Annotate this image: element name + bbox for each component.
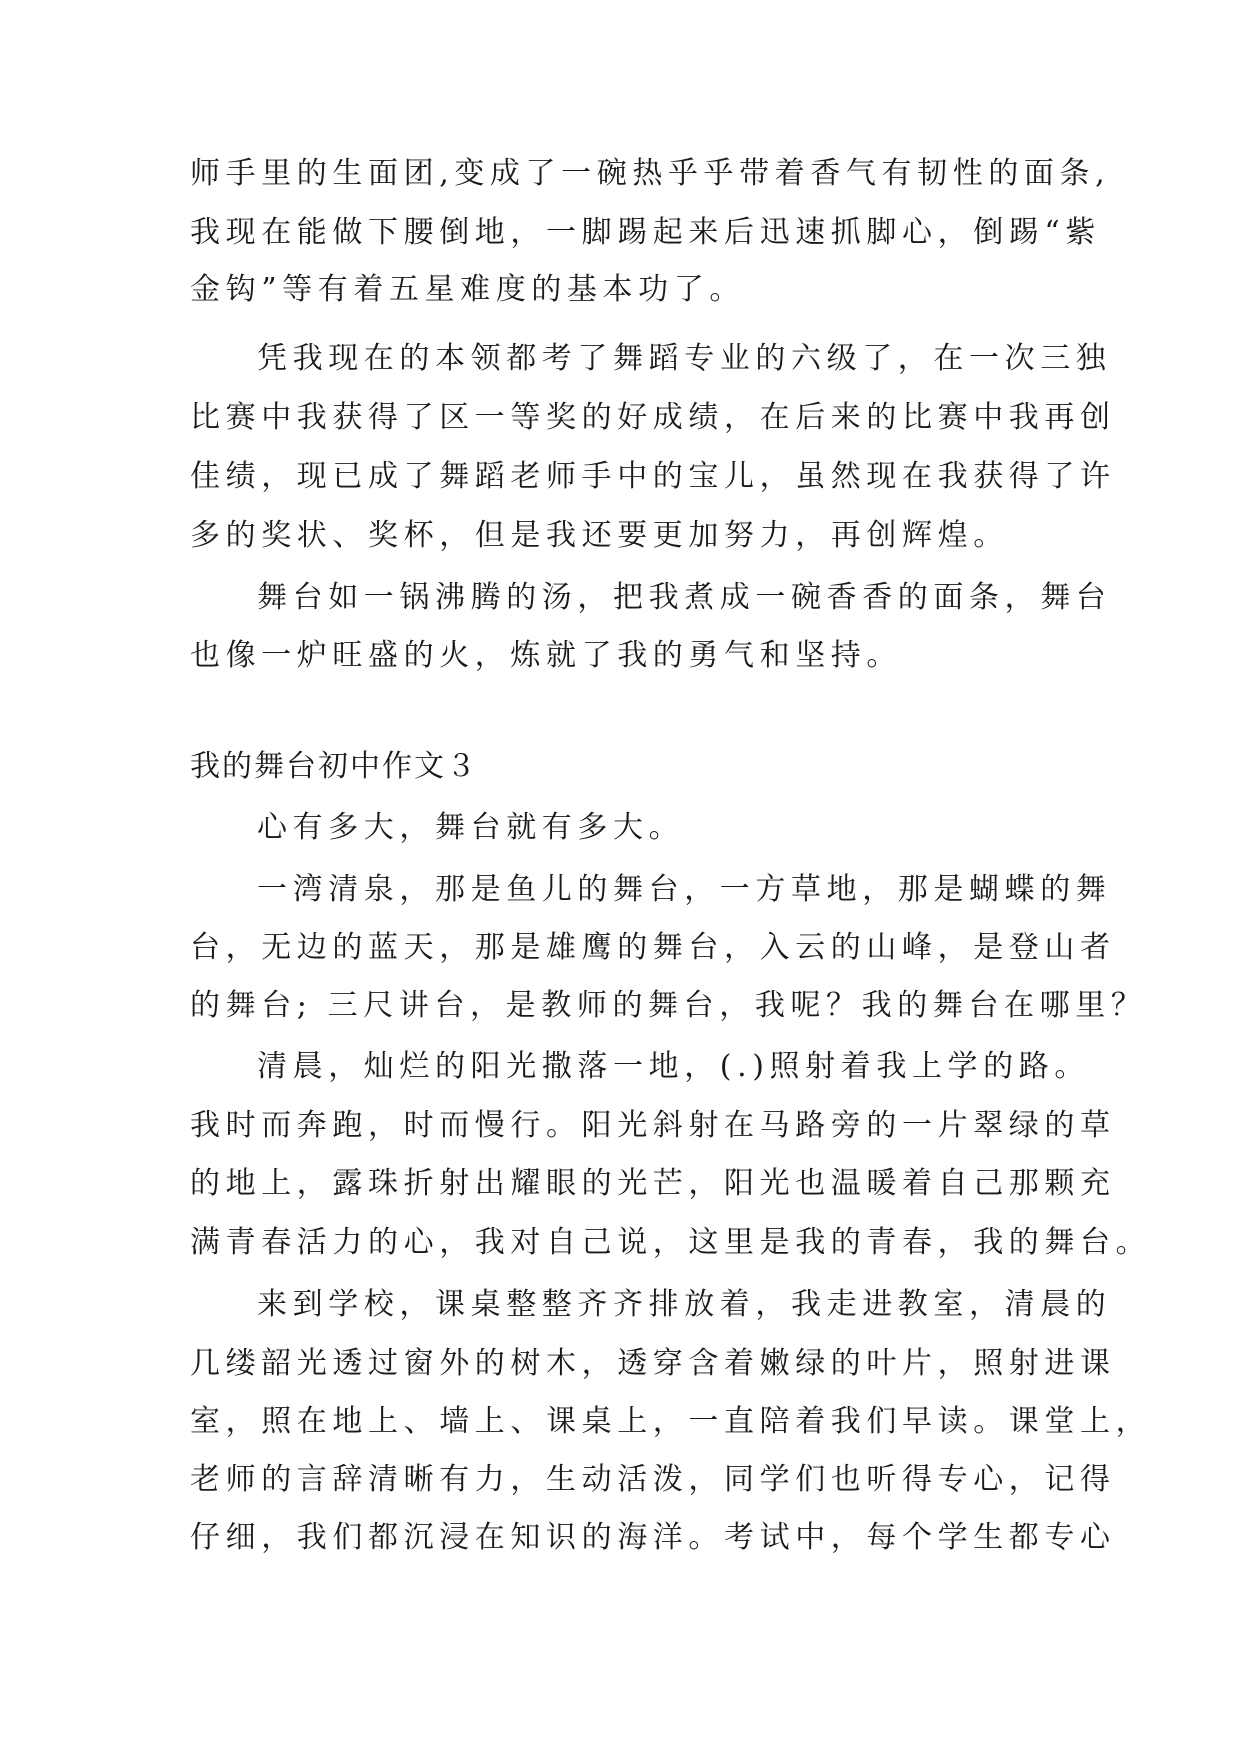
text-line: 满青春活力的心，我对自己说，这里是我的青春，我的舞台。	[190, 1225, 1152, 1260]
text-line: 比赛中我获得了区一等奖的好成绩，在后来的比赛中我再创	[190, 400, 1116, 435]
paragraph-first-line: 清晨，灿烂的阳光撒落一地，(.)照射着我上学的路。	[257, 1049, 1090, 1084]
text-line: 金钩”等有着五星难度的基本功了。	[190, 272, 745, 307]
text-line: 的地上，露珠折射出耀眼的光芒，阳光也温暖着自己那颗充	[190, 1166, 1116, 1201]
paragraph-first-line: 舞台如一锅沸腾的汤，把我煮成一碗香香的面条，舞台	[257, 580, 1112, 615]
paragraph-first-line: 一湾清泉，那是鱼儿的舞台，一方草地，那是蝴蝶的舞	[257, 872, 1112, 907]
text-line: 也像一炉旺盛的火，炼就了我的勇气和坚持。	[190, 638, 902, 673]
text-line: 佳绩，现已成了舞蹈老师手中的宝儿，虽然现在我获得了许	[190, 459, 1116, 494]
text-line: 老师的言辞清晰有力，生动活泼，同学们也听得专心，记得	[190, 1462, 1116, 1497]
paragraph-first-line: 凭我现在的本领都考了舞蹈专业的六级了，在一次三独	[257, 341, 1112, 376]
text-line: 台，无边的蓝天，那是雄鹰的舞台，入云的山峰，是登山者	[190, 930, 1116, 965]
paragraph-first-line: 来到学校，课桌整整齐齐排放着，我走进教室，清晨的	[257, 1287, 1112, 1322]
text-line: 我时而奔跑，时而慢行。阳光斜射在马路旁的一片翠绿的草	[190, 1108, 1116, 1143]
text-line: 仔细，我们都沉浸在知识的海洋。考试中，每个学生都专心	[190, 1520, 1116, 1555]
text-line: 室，照在地上、墙上、课桌上，一直陪着我们早读。课堂上，	[190, 1404, 1152, 1439]
paragraph-first-line: 心有多大，舞台就有多大。	[257, 810, 685, 845]
text-line: 我现在能做下腰倒地，一脚踢起来后迅速抓脚心，倒踢“紫	[190, 215, 1101, 250]
section-heading: 我的舞台初中作文３	[190, 749, 478, 784]
text-line: 师手里的生面团,变成了一碗热乎乎带着香气有韧性的面条,	[190, 156, 1111, 191]
text-line: 几缕韶光透过窗外的树木，透穿含着嫩绿的叶片，照射进课	[190, 1346, 1116, 1381]
text-line: 多的奖状、奖杯，但是我还要更加努力，再创辉煌。	[190, 518, 1009, 553]
text-line: 的舞台; 三尺讲台，是教师的舞台，我呢？我的舞台在哪里？	[190, 988, 1147, 1023]
